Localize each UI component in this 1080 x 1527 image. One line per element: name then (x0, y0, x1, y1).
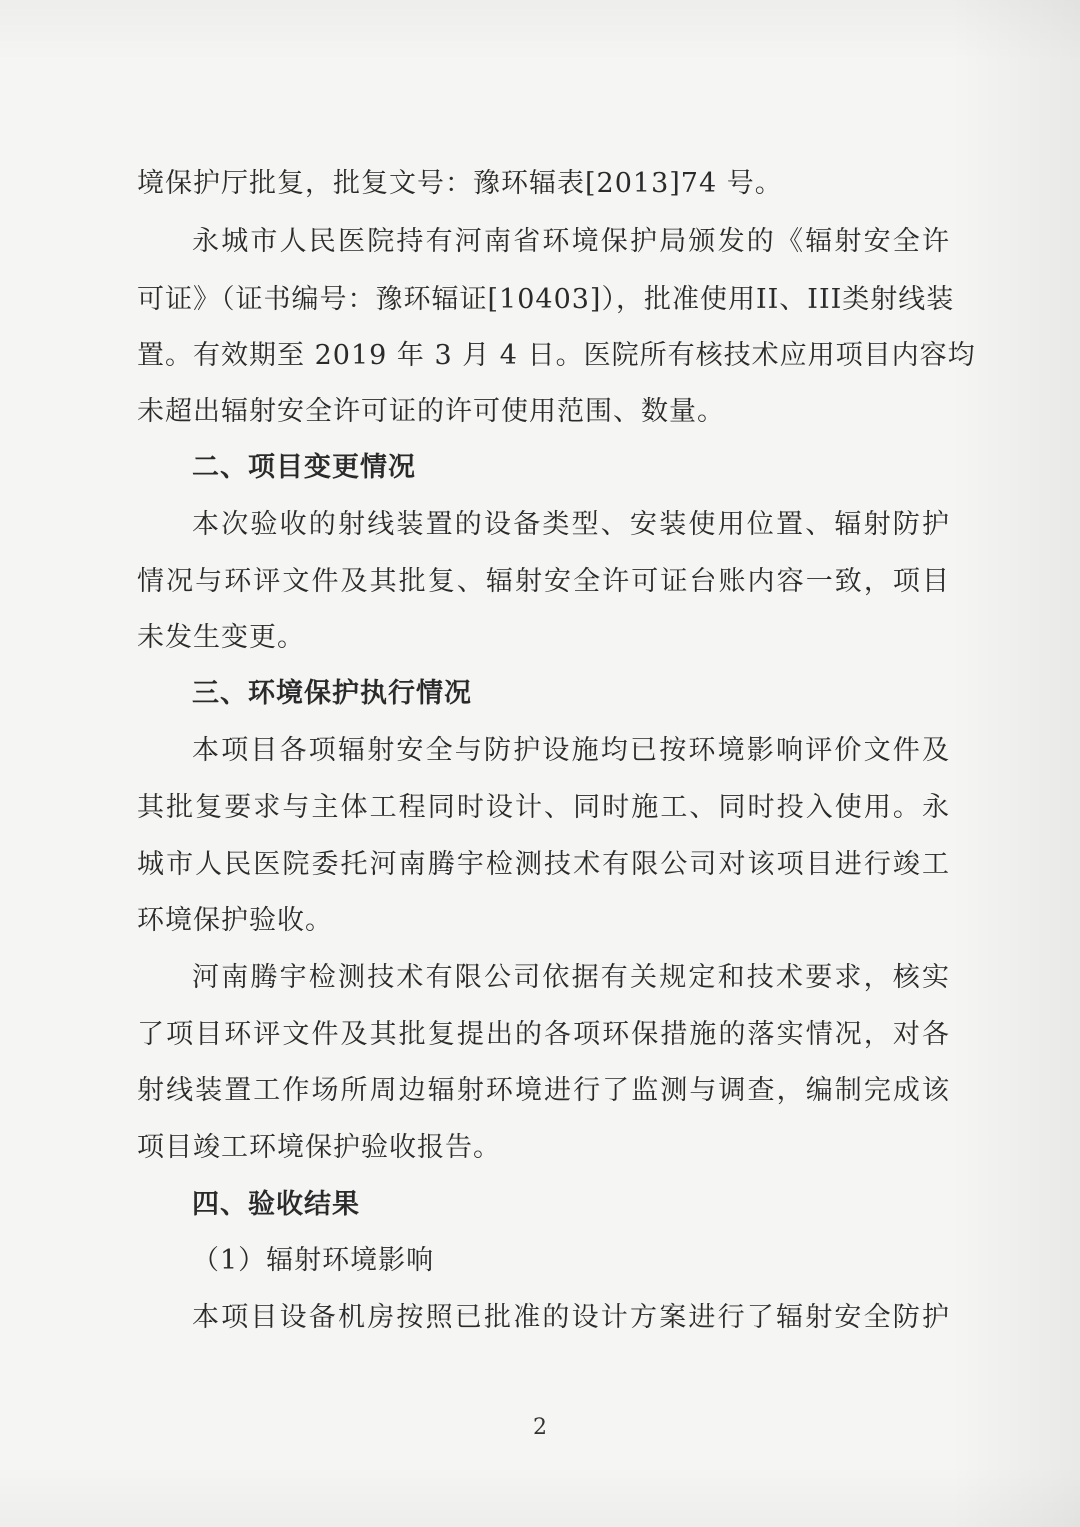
paragraph-line-9: 未发生变更。 (137, 622, 305, 653)
section-heading-4: 四、验收结果 (192, 1189, 360, 1220)
paragraph-line-17: 射线装置工作场所周边辐射环境进行了监测与调查，编制完成该 (137, 1075, 950, 1106)
paragraph-line-7: 本次验收的射线装置的设备类型、安装使用位置、辐射防护 (192, 509, 950, 540)
paragraph-line-8: 情况与环评文件及其批复、辐射安全许可证台账内容一致，项目 (137, 566, 950, 597)
paragraph-line-1: 境保护厅批复，批复文号：豫环辐表[2013]74 号。 (137, 168, 783, 199)
paragraph-line-2: 永城市人民医院持有河南省环境保护局颁发的《辐射安全许 (192, 226, 950, 257)
paragraph-line-21: 本项目设备机房按照已批准的设计方案进行了辐射安全防护 (192, 1302, 950, 1333)
paragraph-line-15: 河南腾宇检测技术有限公司依据有关规定和技术要求，核实 (192, 962, 950, 993)
paragraph-line-16: 了项目环评文件及其批复提出的各项环保措施的落实情况，对各 (137, 1019, 950, 1050)
page-number: 2 (533, 1415, 547, 1440)
section-heading-3: 三、环境保护执行情况 (192, 678, 472, 709)
paragraph-line-4: 置。有效期至 2019 年 3 月 4 日。医院所有核技术应用项目内容均 (137, 340, 976, 371)
section-heading-2: 二、项目变更情况 (192, 452, 416, 483)
paragraph-line-18: 项目竣工环境保护验收报告。 (137, 1132, 501, 1163)
subsection-heading-1: （1）辐射环境影响 (192, 1245, 435, 1276)
paragraph-line-3: 可证》（证书编号：豫环辐证[10403]），批准使用II、III类射线装 (137, 284, 955, 315)
paragraph-line-14: 环境保护验收。 (137, 905, 333, 936)
paragraph-line-13: 城市人民医院委托河南腾宇检测技术有限公司对该项目进行竣工 (137, 849, 950, 880)
paragraph-line-11: 本项目各项辐射安全与防护设施均已按环境影响评价文件及 (192, 735, 950, 766)
paragraph-line-12: 其批复要求与主体工程同时设计、同时施工、同时投入使用。永 (137, 792, 950, 823)
paragraph-line-5: 未超出辐射安全许可证的许可使用范围、数量。 (137, 396, 725, 427)
